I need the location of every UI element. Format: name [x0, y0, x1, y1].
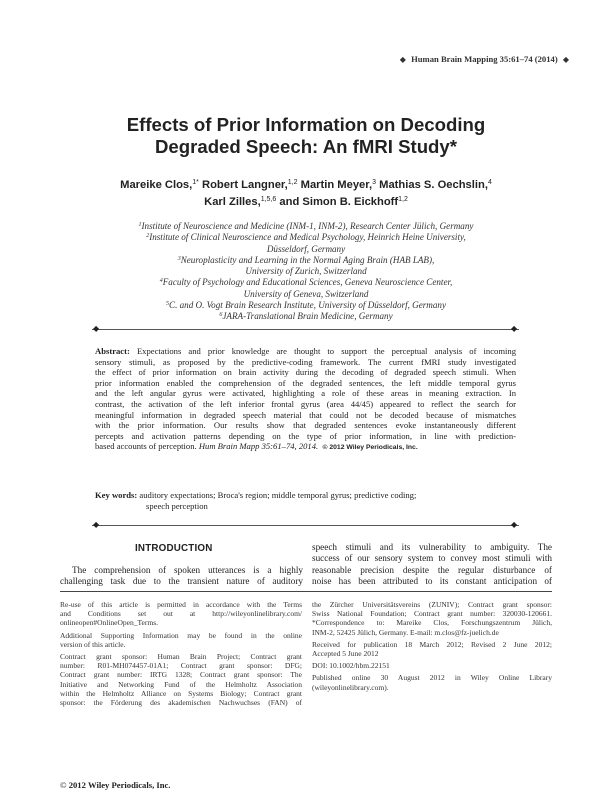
author-name: Karl Zilles, — [204, 196, 261, 208]
copyright-footer — [60, 780, 170, 790]
footnote-line: Contract grant sponsor: Human Brain Project; Contract grant — [60, 652, 302, 662]
footnote-line: number: R01-MH074457-01A1; Contract grant sponsor: DFG; — [60, 661, 302, 671]
footnote-line: version of this article. — [60, 639, 126, 649]
author-affiliation-mark: 1,2 — [287, 179, 298, 186]
footnotes-left-column — [60, 600, 302, 710]
author-name: Martin Meyer, — [300, 179, 373, 191]
abstract-copyright: © 2012 Wiley Periodicals, Inc. — [322, 444, 418, 452]
diamond-icon: ◆ — [511, 520, 518, 529]
abstract-line: meaningful information in degraded speech material that could not be decoded because of mismatches — [95, 409, 516, 420]
author-name: Robert Langner, — [202, 179, 288, 191]
affiliation-text: Faculty of Psychology and Educational Sciences, Geneva Neuroscience Center, — [162, 277, 453, 288]
affiliation-text: JARA-Translational Brain Medicine, Germany — [222, 311, 393, 322]
abstract-line: prior information enabled the comprehension of the degraded sentences, the left middle temporal gyrus — [95, 377, 516, 388]
section-divider — [92, 525, 519, 526]
affiliation-mark: 6 — [219, 312, 223, 319]
author-name: and Simon B. Eickhoff — [279, 196, 399, 208]
abstract-line: contrast, the activation of the left inferior frontal gyrus (area 44/45) appeared to reflect the search for — [95, 398, 516, 409]
title-line-1: Effects of Prior Information on Decoding — [126, 114, 486, 135]
footnote-line: Published online 30 August 2012 in Wiley Online Library — [312, 673, 552, 683]
footnote-line: Initiative and Networking Fund of the Helmholtz Association — [60, 679, 302, 689]
author-affiliation-mark: 1* — [192, 179, 199, 186]
abstract-line — [95, 346, 516, 357]
abstract-citation: Hum Brain Mapp 35:61–74, 2014. — [198, 441, 319, 452]
copyright-publisher: Wiley Periodicals, Inc. — [88, 780, 171, 790]
affiliation-continuation: University of Geneva, Switzerland — [243, 288, 369, 299]
abstract-line: with the prior information. Our results show that degraded sentences evoke instantaneously different — [95, 420, 516, 431]
author-list — [0, 177, 612, 211]
keywords — [95, 490, 516, 511]
footnote-line: the Zürcher Universitätsvereins (ZUNIV); Contract grant sponsor: — [312, 600, 552, 609]
affiliation-continuation: Düsseldorf, Germany — [266, 243, 346, 254]
footnote-line: Accepted 5 June 2012 — [312, 649, 379, 659]
footnote-reuse — [60, 600, 302, 628]
diamond-icon: ◆ — [562, 55, 569, 64]
footnote-line: INM-2, 52425 Jülich, Germany. E-mail: m.clos@fz-juelich.de — [312, 627, 499, 637]
journal-header — [397, 54, 572, 64]
author-affiliation-mark: 1,2 — [398, 196, 408, 203]
diamond-icon: ◆ — [93, 324, 100, 333]
intro-text-right-column — [312, 542, 552, 588]
author-affiliation-mark: 3 — [372, 179, 377, 186]
footnote-received — [312, 640, 552, 658]
affiliation-list — [0, 221, 612, 323]
copyright-year: 2012 — [68, 780, 86, 790]
affiliation-item — [0, 311, 612, 322]
affiliation-item — [0, 300, 612, 311]
body-text-line: reasonable precision despite the regular disturbance of — [312, 564, 552, 575]
keywords-text: auditory expectations; Broca's region; middle temporal gyrus; predictive coding; — [139, 490, 417, 500]
body-text-line: noise has been attributed to its constant anticipation of — [312, 576, 552, 587]
abstract-label: Abstract: — [95, 346, 130, 356]
affiliation-text: C. and O. Vogt Brain Research Institute, University of Düsseldorf, Germany — [169, 300, 446, 311]
keywords-label: Key words: — [95, 490, 138, 500]
intro-text-left-column — [60, 565, 303, 588]
affiliation-mark: 5 — [166, 301, 169, 308]
title-line-2: Degraded Speech: An fMRI Study* — [154, 136, 457, 157]
abstract-line: sensory stimuli, as proposed by the predictive-coding framework. The current fMRI study investigated — [95, 356, 516, 367]
section-heading-introduction: INTRODUCTION — [135, 543, 213, 554]
author-affiliation-mark: 4 — [487, 179, 492, 186]
footnote-supporting-info — [60, 631, 302, 649]
author-name: Mathias S. Oechslin, — [379, 179, 488, 191]
footnote-line: (wileyonlinelibrary.com). — [312, 682, 389, 692]
body-text-line: success of our sensory system to convey most stimuli with — [312, 553, 552, 564]
footnote-line: within the Helmholtz Alliance on Systems Biology; Contract grant — [60, 688, 302, 698]
affiliation-mark: 1 — [138, 222, 142, 228]
footnote-line: Re-use of this article is permitted in accordance with the Terms — [60, 600, 302, 609]
footnote-line: Received for publication 18 March 2012; Revised 2 June 2012; — [312, 639, 552, 649]
abstract-text: based accounts of perception. — [95, 441, 197, 452]
section-divider — [92, 329, 519, 330]
diamond-icon: ◆ — [399, 55, 406, 64]
abstract-line: percepts and activation patterns depending on the type of prior information, in line with prediction- — [95, 430, 516, 441]
diamond-icon: ◆ — [93, 520, 100, 529]
footnote-line: *Correspondence to: Mareike Clos, Forschungszentrum Jülich, — [312, 618, 552, 628]
footnote-line: and Conditions set out at http://wileyonlinelibrary.com/ — [60, 609, 302, 619]
footnote-doi — [312, 661, 552, 670]
footnote-grants — [60, 652, 302, 707]
keywords-text: speech perception — [146, 500, 208, 511]
footnote-line: sponsor: the Förderung des akademischen Nachwuchses (FAN) of — [60, 698, 302, 708]
footnote-line: Contract grant number: IRTG 1328; Contract grant sponsor: The — [60, 670, 302, 680]
footnote-line: Additional Supporting Information may be found in the online — [60, 630, 302, 640]
footnote-line: onlineopen#OnlineOpen_Terms. — [60, 618, 158, 628]
abstract-text: Expectations and prior knowledge are thought to support the perceptual analysis of incoming — [136, 346, 516, 356]
journal-citation: Human Brain Mapping 35:61–74 (2014) — [411, 54, 558, 64]
diamond-icon: ◆ — [511, 324, 518, 333]
affiliation-continuation: University of Zurich, Switzerland — [245, 266, 367, 277]
abstract-line — [95, 441, 516, 454]
abstract — [95, 346, 516, 454]
footnote-line: Swiss National Foundation; Contract grant number: 320030-120661. — [312, 609, 552, 619]
affiliation-text: Neuroplasticity and Learning in the Normal Aging Brain (HAB LAB), — [180, 254, 435, 265]
footnote-line: DOI: 10.1002/hbm.22151 — [312, 661, 390, 671]
affiliation-item — [0, 221, 612, 232]
copyright-symbol: © — [60, 780, 67, 790]
footnote-grants-continued — [312, 600, 552, 637]
affiliation-item — [0, 232, 612, 243]
footnote-published — [312, 673, 552, 691]
affiliation-mark: 4 — [159, 278, 163, 285]
author-name: Mareike Clos, — [120, 179, 193, 191]
abstract-line: the effect of prior information on brain activity during the decoding of degraded speech stimuli. When — [95, 367, 516, 378]
affiliation-mark: 3 — [177, 255, 181, 262]
body-text-line: speech stimuli and its vulnerability to ambiguity. The — [312, 542, 552, 552]
author-affiliation-mark: 1,5,6 — [260, 196, 277, 203]
footnote-divider — [60, 591, 552, 592]
affiliation-mark: 2 — [146, 233, 150, 240]
abstract-line: and the left angular gyrus were activated, highlighting a role of these areas in meaning extraction. In — [95, 388, 516, 399]
paper-title — [0, 114, 612, 158]
affiliation-item — [0, 277, 612, 288]
footnotes-right-column — [312, 600, 552, 695]
body-text-line: challenging task due to the transient nature of auditory — [60, 576, 303, 587]
affiliation-item — [0, 255, 612, 266]
body-text-line: The comprehension of spoken utterances is a highly — [72, 565, 303, 575]
affiliation-text: Institute of Neuroscience and Medicine (INM-1, INM-2), Research Center Jülich, Germany — [141, 221, 474, 231]
affiliation-text: Institute of Clinical Neuroscience and Medical Psychology, Heinrich Heine University, — [149, 232, 466, 243]
